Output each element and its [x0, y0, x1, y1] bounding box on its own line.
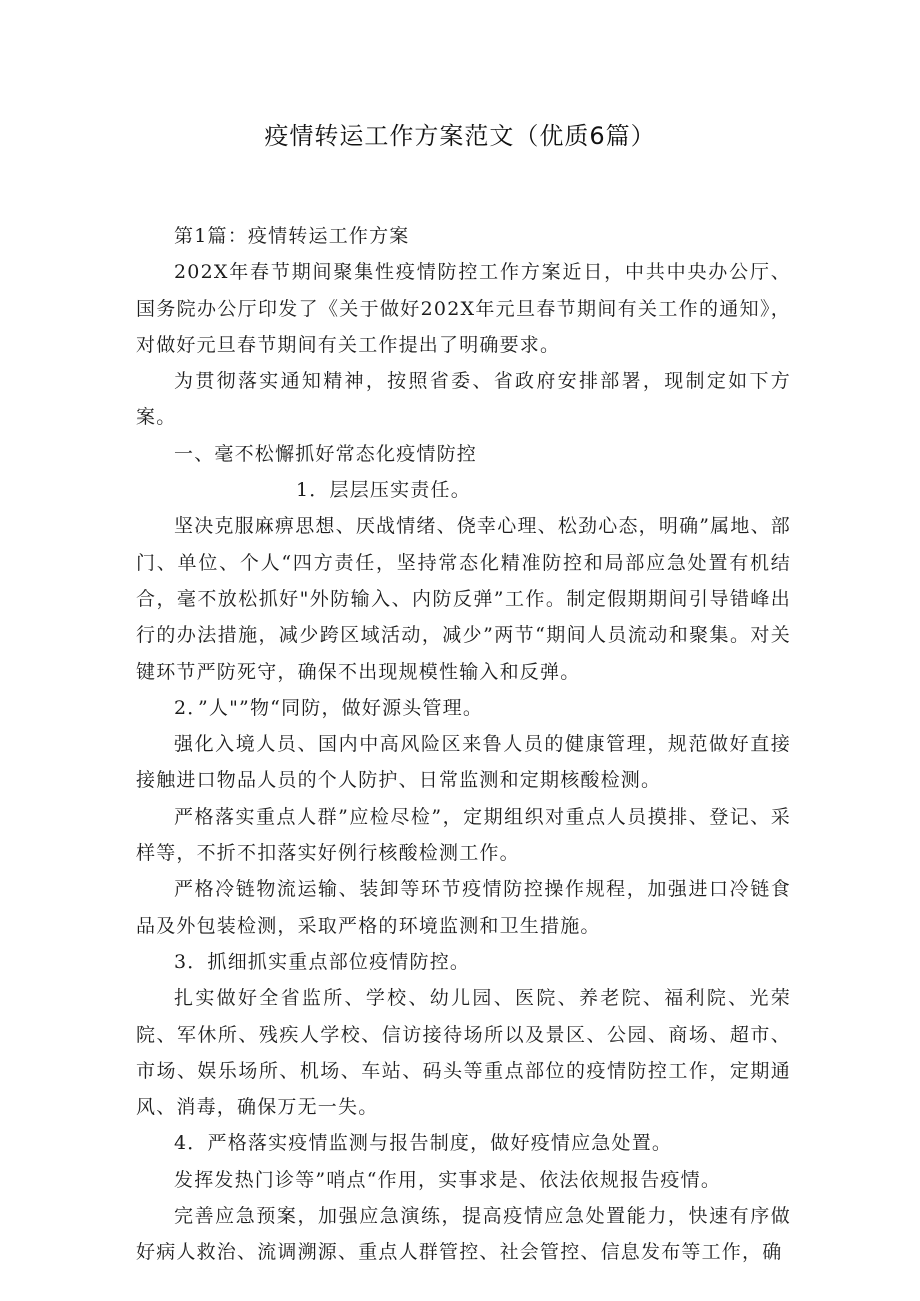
body-paragraph: 为贯彻落实通知精神，按照省委、省政府安排部署，现制定如下方案。 [136, 370, 791, 429]
body-paragraph: 严格冷链物流运输、装卸等环节疫情防控操作规程，加强进口冷链食品及外包装检测，采取严格的环境监测和卫生措施。 [136, 878, 791, 937]
body-paragraph: 完善应急预案，加强应急演练，提高疫情应急处置能力，快速有序做好病人救治、流调溯源、重点人群管控、社会管控、信息发布等工作，确 [136, 1205, 791, 1264]
body-paragraph: 扎实做好全省监所、学校、幼儿园、医院、养老院、福利院、光荣院、军休所、残疾人学校、信访接待场所以及景区、公园、商场、超市、市场、娱乐场所、机场、车站、码头等重点部位的疫情防控工作，定期通风、消毒，确保万无一失。 [136, 987, 791, 1119]
body-paragraph: 强化入境人员、国内中高风险区来鲁人员的健康管理，规范做好直接接触进口物品人员的个人防护、日常监测和定期核酸检测。 [136, 733, 791, 792]
document-body [136, 218, 791, 1271]
subsection-heading: 1．层层压实责任。 [296, 479, 471, 502]
body-paragraph: 202X年春节期间聚集性疫情防控工作方案近日，中共中央办公厅、国务院办公厅印发了《关于做好202X年元旦春节期间有关工作的通知》，对做好元旦春节期间有关工作提出了明确要求。 [136, 261, 791, 356]
subsection-heading: 4．严格落实疫情监测与报告制度，做好疫情应急处置。 [174, 1132, 673, 1155]
body-paragraph: 严格落实重点人群”应检尽检”，定期组织对重点人员摸排、登记、采样等，不折不扣落实好例行核酸检测工作。 [136, 805, 791, 865]
body-paragraph: 坚决克服麻痹思想、厌战情绪、侥幸心理、松劲心态，明确”属地、部门、单位、个人“四方责任，坚持常态化精准防控和局部应急处置有机结合，毫不放松抓好"外防输入、内防反弹”工作。制定假期期间引导错峰出行的办法措施，减少跨区域活动，减少”两节“期间人员流动和聚集。对关键环节严防死守，确保不出现规模性输入和反弹。 [136, 515, 791, 683]
section-heading: 第1篇：疫情转运工作方案 [174, 225, 410, 247]
body-paragraph: 发挥发热门诊等”哨点“作用，实事求是、依法依规报告疫情。 [174, 1168, 722, 1191]
section-heading: 一、毫不松懈抓好常态化疫情防控 [174, 442, 478, 465]
subsection-heading: 2．”人"”物“同防，做好源头管理。 [174, 696, 484, 719]
subsection-heading: 3．抓细抓实重点部位疫情防控。 [174, 950, 471, 973]
document-title: 疫情转运工作方案范文（优质6篇） [264, 122, 656, 150]
